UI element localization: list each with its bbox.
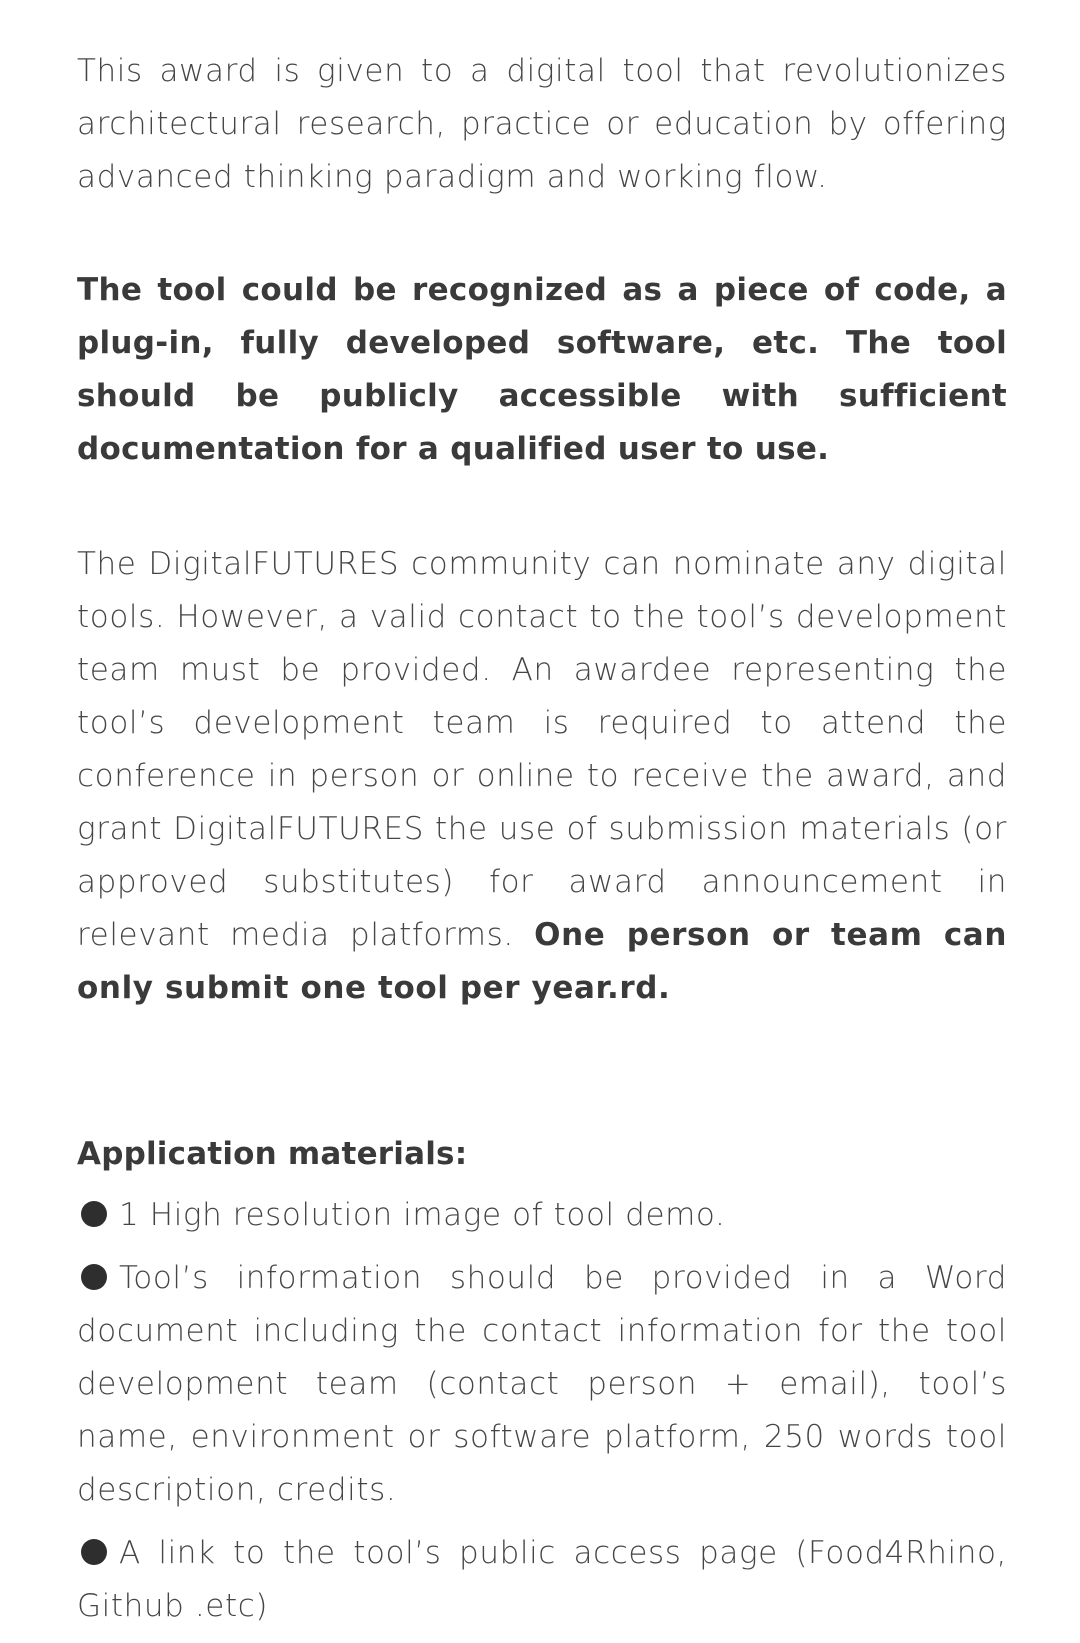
bullet-icon: [81, 1539, 107, 1565]
materials-item-text: 1 High resolution image of tool demo.: [119, 1197, 726, 1233]
materials-list-item: [77, 1189, 1007, 1242]
materials-list-item: [77, 1252, 1007, 1517]
nomination-rules-paragraph: [77, 538, 1007, 1015]
materials-item-text: Tool’s information should be provided in a Word document including the contact information for the tool development team (contact person + email), tool’s name, environment or software platform, 250 words tool description, credits.: [77, 1260, 1007, 1508]
submission-limit-text: One person or team can only submit one tool per year.rd.: [77, 917, 1007, 1006]
nomination-rules-text: The DigitalFUTURES community can nominate any digital tools. However, a valid contact to the tool’s development team must be provided. An awardee representing the tool’s development team is required to attend the conference in person or online to receive the award, and grant DigitalFUTURES the use of submission materials (or approved substitutes) for award announcement in relevant media platforms.: [77, 546, 1007, 953]
materials-heading: Application materials:: [77, 1136, 468, 1172]
bullet-icon: [81, 1264, 107, 1290]
award-description-paragraph: This award is given to a digital tool that revolutionizes architectural research, practice or education by offering advanced thinking paradigm and working flow.: [77, 53, 1007, 195]
article-body: [77, 45, 1007, 1643]
bullet-icon: [81, 1201, 107, 1227]
materials-item-text: A link to the tool’s public access page (Food4Rhino, Github .etc): [77, 1535, 1007, 1624]
materials-list-item: [77, 1527, 1007, 1633]
tool-requirements-paragraph: The tool could be recognized as a piece of code, a plug-in, fully developed software, etc. The tool should be publicly accessible with sufficient documentation for a qualified user to use.: [77, 272, 1007, 467]
materials-list: [77, 1189, 1007, 1633]
